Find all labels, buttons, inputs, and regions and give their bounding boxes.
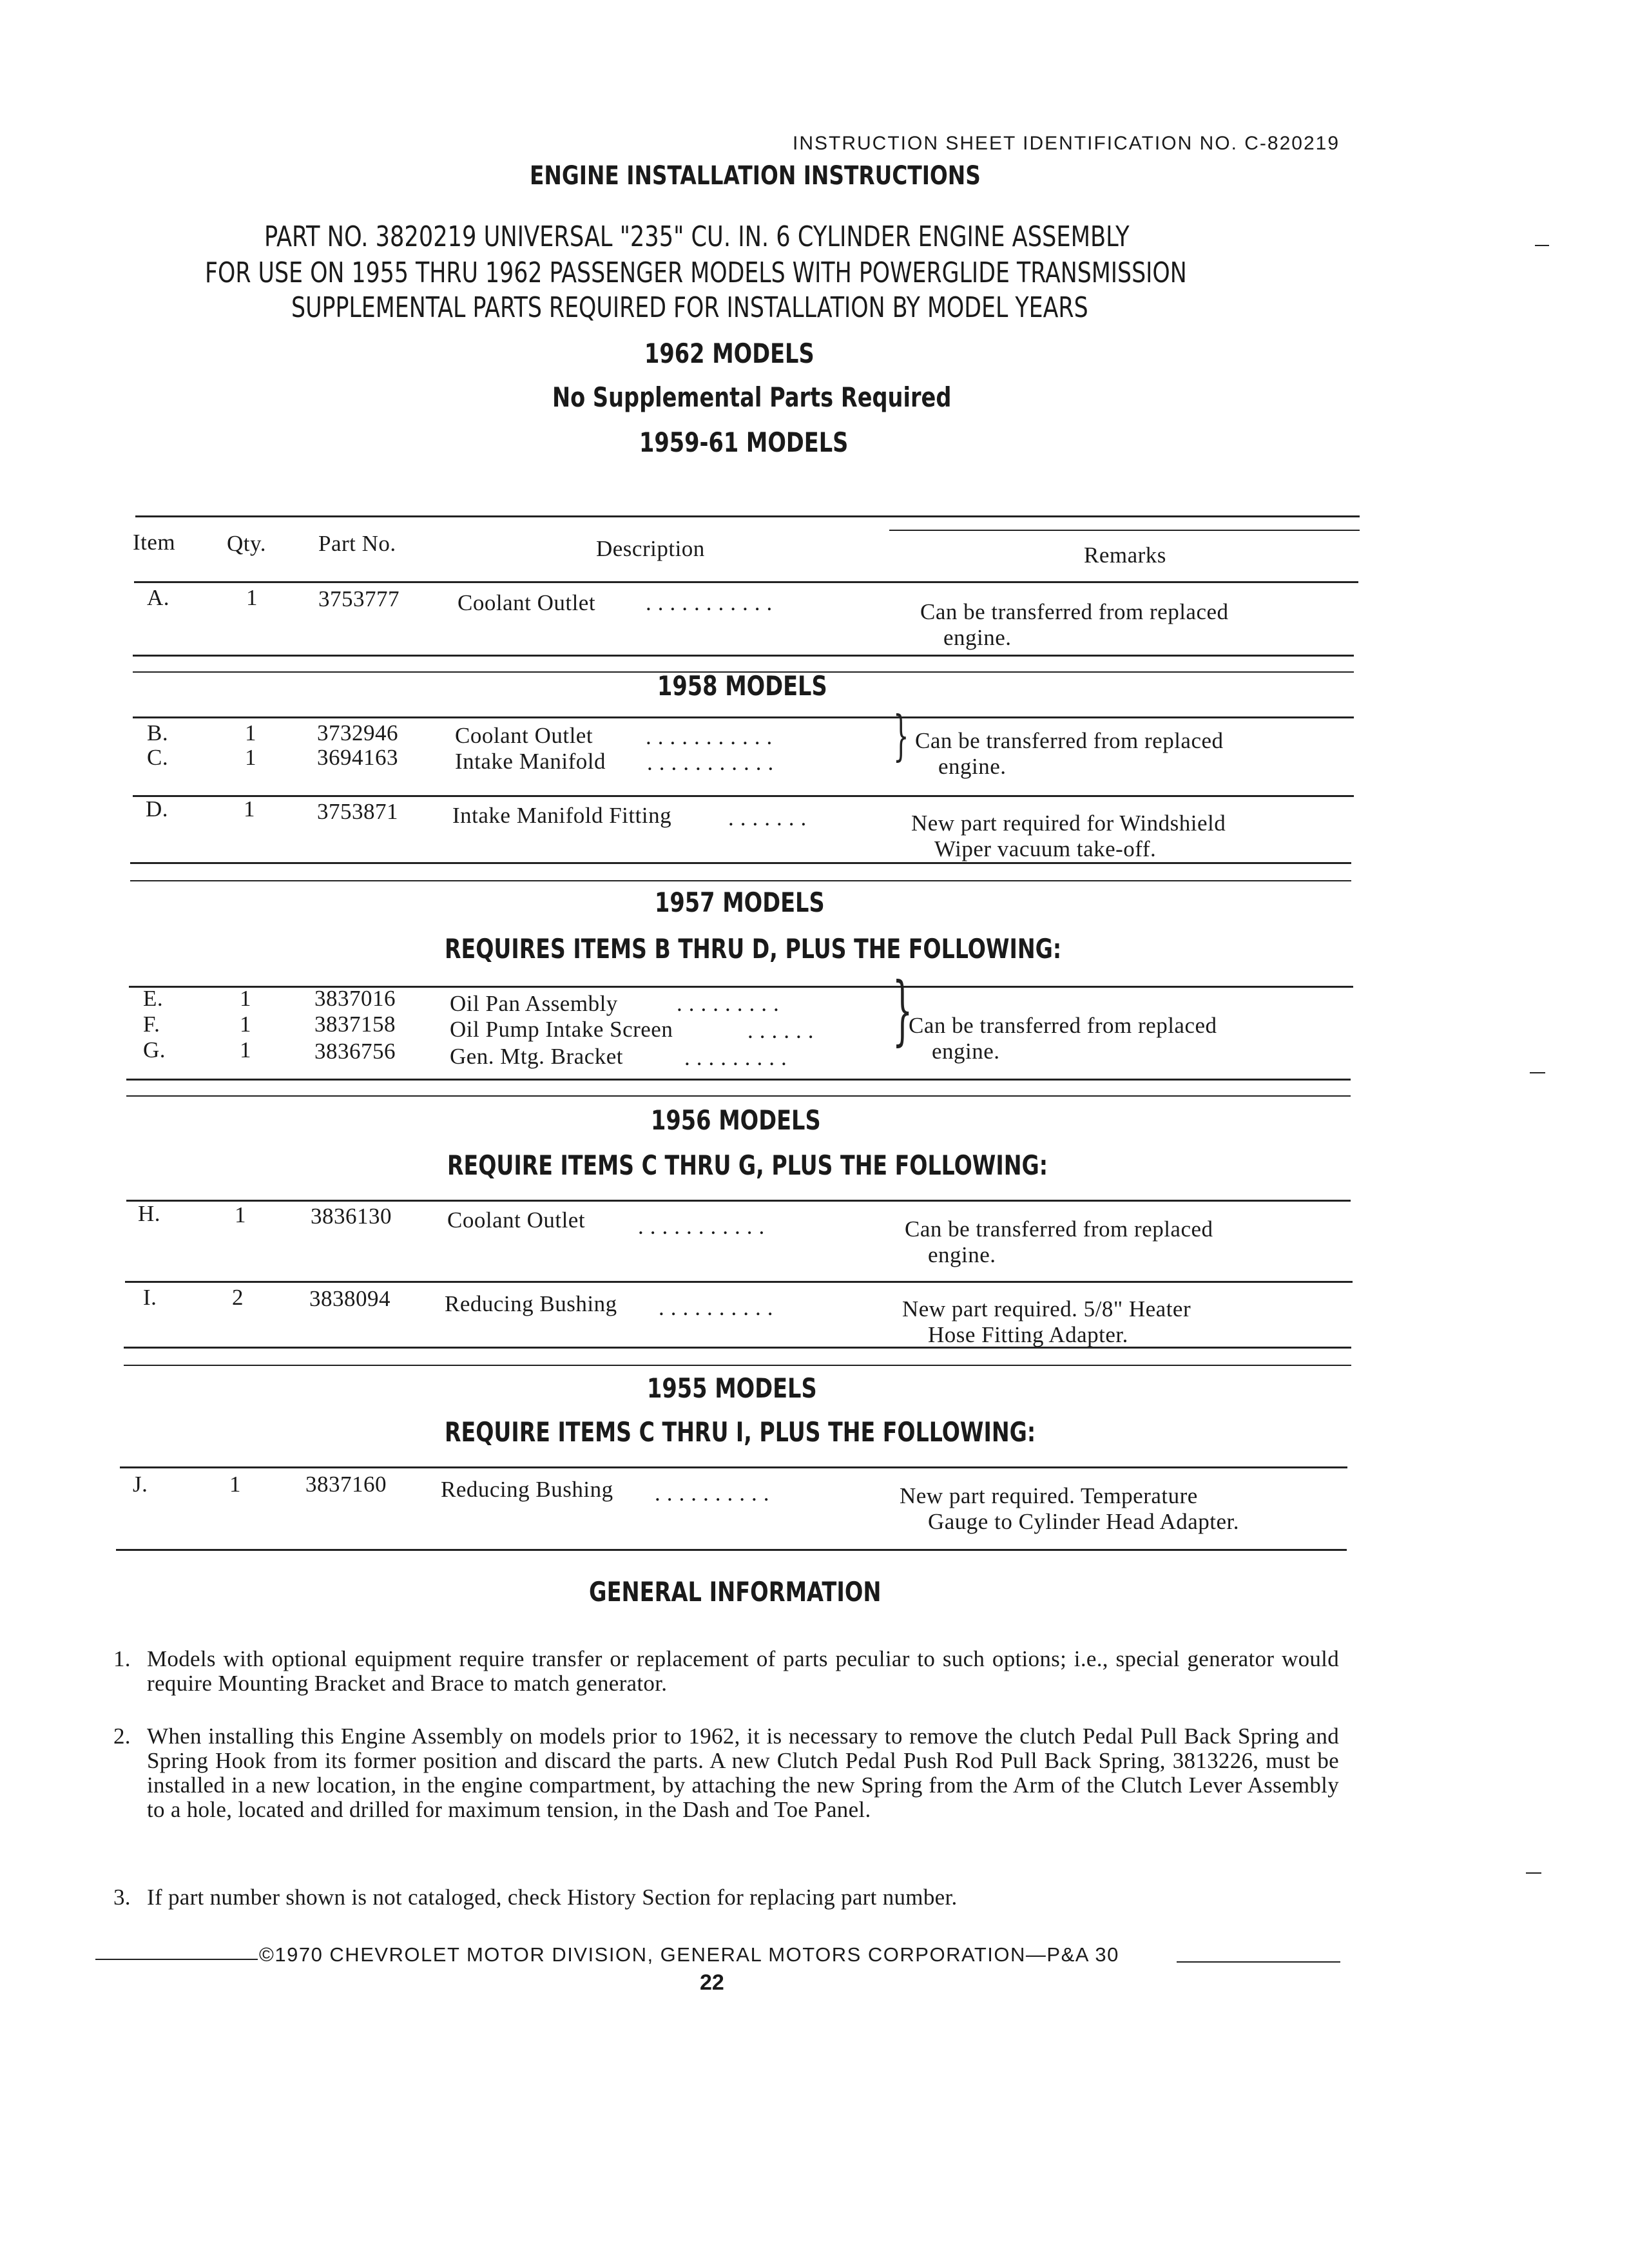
table-header-rule xyxy=(134,581,1358,583)
heading-1956-models: 1956 MODELS xyxy=(651,1104,821,1136)
subtitle-line-1: PART NO. 3820219 UNIVERSAL "235" CU. IN. 6 CYLINDER ENGINE ASSEMBLY xyxy=(264,220,1130,253)
row-rule xyxy=(126,1079,1351,1081)
footer-right-rule xyxy=(1177,1961,1340,1963)
brace-icon: } xyxy=(892,966,913,1055)
margin-mark xyxy=(1530,1072,1545,1073)
copyright-notice: ©1970 CHEVROLET MOTOR DIVISION, GENERAL MOTORS CORPORATION—P&A 30 xyxy=(259,1943,1119,1966)
footer-left-rule xyxy=(95,1959,258,1960)
heading-1957-models: 1957 MODELS xyxy=(655,887,825,918)
row-rule xyxy=(124,1365,1351,1366)
requirement-1955: REQUIRE ITEMS C THRU I, PLUS THE FOLLOWING: xyxy=(445,1416,1036,1448)
document-title: ENGINE INSTALLATION INSTRUCTIONS xyxy=(530,161,981,191)
row-rule xyxy=(116,1549,1347,1551)
column-header-item: Item xyxy=(133,530,176,555)
heading-1958-models: 1958 MODELS xyxy=(657,670,827,702)
sheet-identification: INSTRUCTION SHEET IDENTIFICATION NO. C-820219 xyxy=(793,133,1340,154)
heading-1955-models: 1955 MODELS xyxy=(647,1372,817,1404)
row-rule xyxy=(133,716,1354,718)
general-information-title: GENERAL INFORMATION xyxy=(589,1576,882,1608)
column-header-remarks: Remarks xyxy=(1084,543,1166,568)
no-supplemental-parts: No Supplemental Parts Required xyxy=(552,381,952,413)
heading-1962-models: 1962 MODELS xyxy=(644,338,815,369)
row-rule xyxy=(124,1347,1351,1349)
requirement-1956: REQUIRE ITEMS C THRU G, PLUS THE FOLLOWING: xyxy=(447,1149,1048,1181)
row-rule xyxy=(125,1281,1353,1283)
requirement-1957: REQUIRES ITEMS B THRU D, PLUS THE FOLLOWING: xyxy=(445,933,1062,965)
row-rule xyxy=(129,986,1353,988)
table-top-rule xyxy=(135,515,1360,517)
margin-mark xyxy=(1535,245,1549,246)
row-rule xyxy=(133,655,1354,657)
row-rule xyxy=(130,880,1351,881)
brace-icon: } xyxy=(893,705,909,768)
subtitle-line-2: FOR USE ON 1955 THRU 1962 PASSENGER MODELS WITH POWERGLIDE TRANSMISSION xyxy=(205,256,1187,289)
row-rule xyxy=(130,862,1351,864)
subtitle-line-3: SUPPLEMENTAL PARTS REQUIRED FOR INSTALLATION BY MODEL YEARS xyxy=(291,291,1088,324)
page-number: 22 xyxy=(700,1970,724,1995)
row-rule xyxy=(133,795,1354,797)
column-header-description: Description xyxy=(596,536,705,561)
table-top-rule-right xyxy=(889,530,1360,531)
margin-mark xyxy=(1526,1872,1541,1874)
document-page: INSTRUCTION SHEET IDENTIFICATION NO. C-820219 ENGINE INSTALLATION INSTRUCTIONS PART NO. 3820219 UNIVERSAL "235" CU. IN. 6 CYLINDER ENGINE ASSEMBLY FOR USE ON 1955 THRU 1962 PASSENGER MODELS WITH POWERGLIDE TRANSMISSION SUPPLEMENTAL PARTS REQUIRED FOR INSTALLATION BY MODEL YEARS 1962 MODELS No Supplemental Parts Required 1959-61 MODELS Item Qty. Part No. Description Remarks A. 1 3753777 Coolant Outlet ........... Can be transferred from replaced engine. 1958 MODELS B. 1 3732946 Coolant Outlet ........... C. 1 3694163 Intake Manifold ........... Can be transferred from replaced engine. } D. 1 3753871 Intake Manifold Fitting ....... New part required for Windshield Wiper vacuum take-off. 1957 MODELS REQUIRES ITEMS B THRU D, PLUS THE FOLLOWING: E. 1 3837016 Oil Pan Assembly ......... F. 1 3837158 Oil Pump Intake Screen ...... Can be transferred from replaced engine. G. 1 3836756 Gen. Mtg. Bracket ......... } 1956 MODELS REQUIRE ITEMS C THRU G, PLUS THE FOLLOWING: H. 1 3836130 Coolant Outlet ........... Can be transferred from replaced engine. I. 2 3838094 Reducing Bushing .......... New part required. 5/8" Heater Hose Fitting Adapter. 1955 MODELS REQUIRE ITEMS C THRU I, PLUS THE FOLLOWING: J. 1 3837160 Reducing Bushing .......... New part required. Temperature Gauge to Cylinder Head Adapter. GENERAL INFORMATION 1. Models with optional equipment require transfer or replacement of parts peculiar to such options; i.e., special generator would require Mounting Bracket and Brace to match generator. 2. When installing this Engine Assembly on models prior to 1962, it is necessary to remove the clutch Pedal Pull Back Spring and Spring Hook from its former position and discard the parts. A new Clutch Pedal Push Rod Pull Back Spring, 3813226, must be installed in a new location, in the engine compartment, by attaching the new Spring from the Arm of the Clutch Lever Assembly to a hole, located and drilled for maximum tension, in the Dash and Toe Panel. 3. If part number shown is not cataloged, check History Section for replacing part number. ©1970 CHEVROLET MOTOR DIVISION, GENERAL MOTORS CORPORATION—P&A 30 22 xyxy=(0,0,1629,2268)
row-rule xyxy=(120,1466,1347,1468)
column-header-qty: Qty. xyxy=(227,531,266,556)
column-header-part-no: Part No. xyxy=(318,531,396,556)
row-rule xyxy=(126,1200,1351,1202)
row-rule xyxy=(126,1095,1351,1097)
heading-1959-61-models: 1959-61 MODELS xyxy=(639,427,849,458)
